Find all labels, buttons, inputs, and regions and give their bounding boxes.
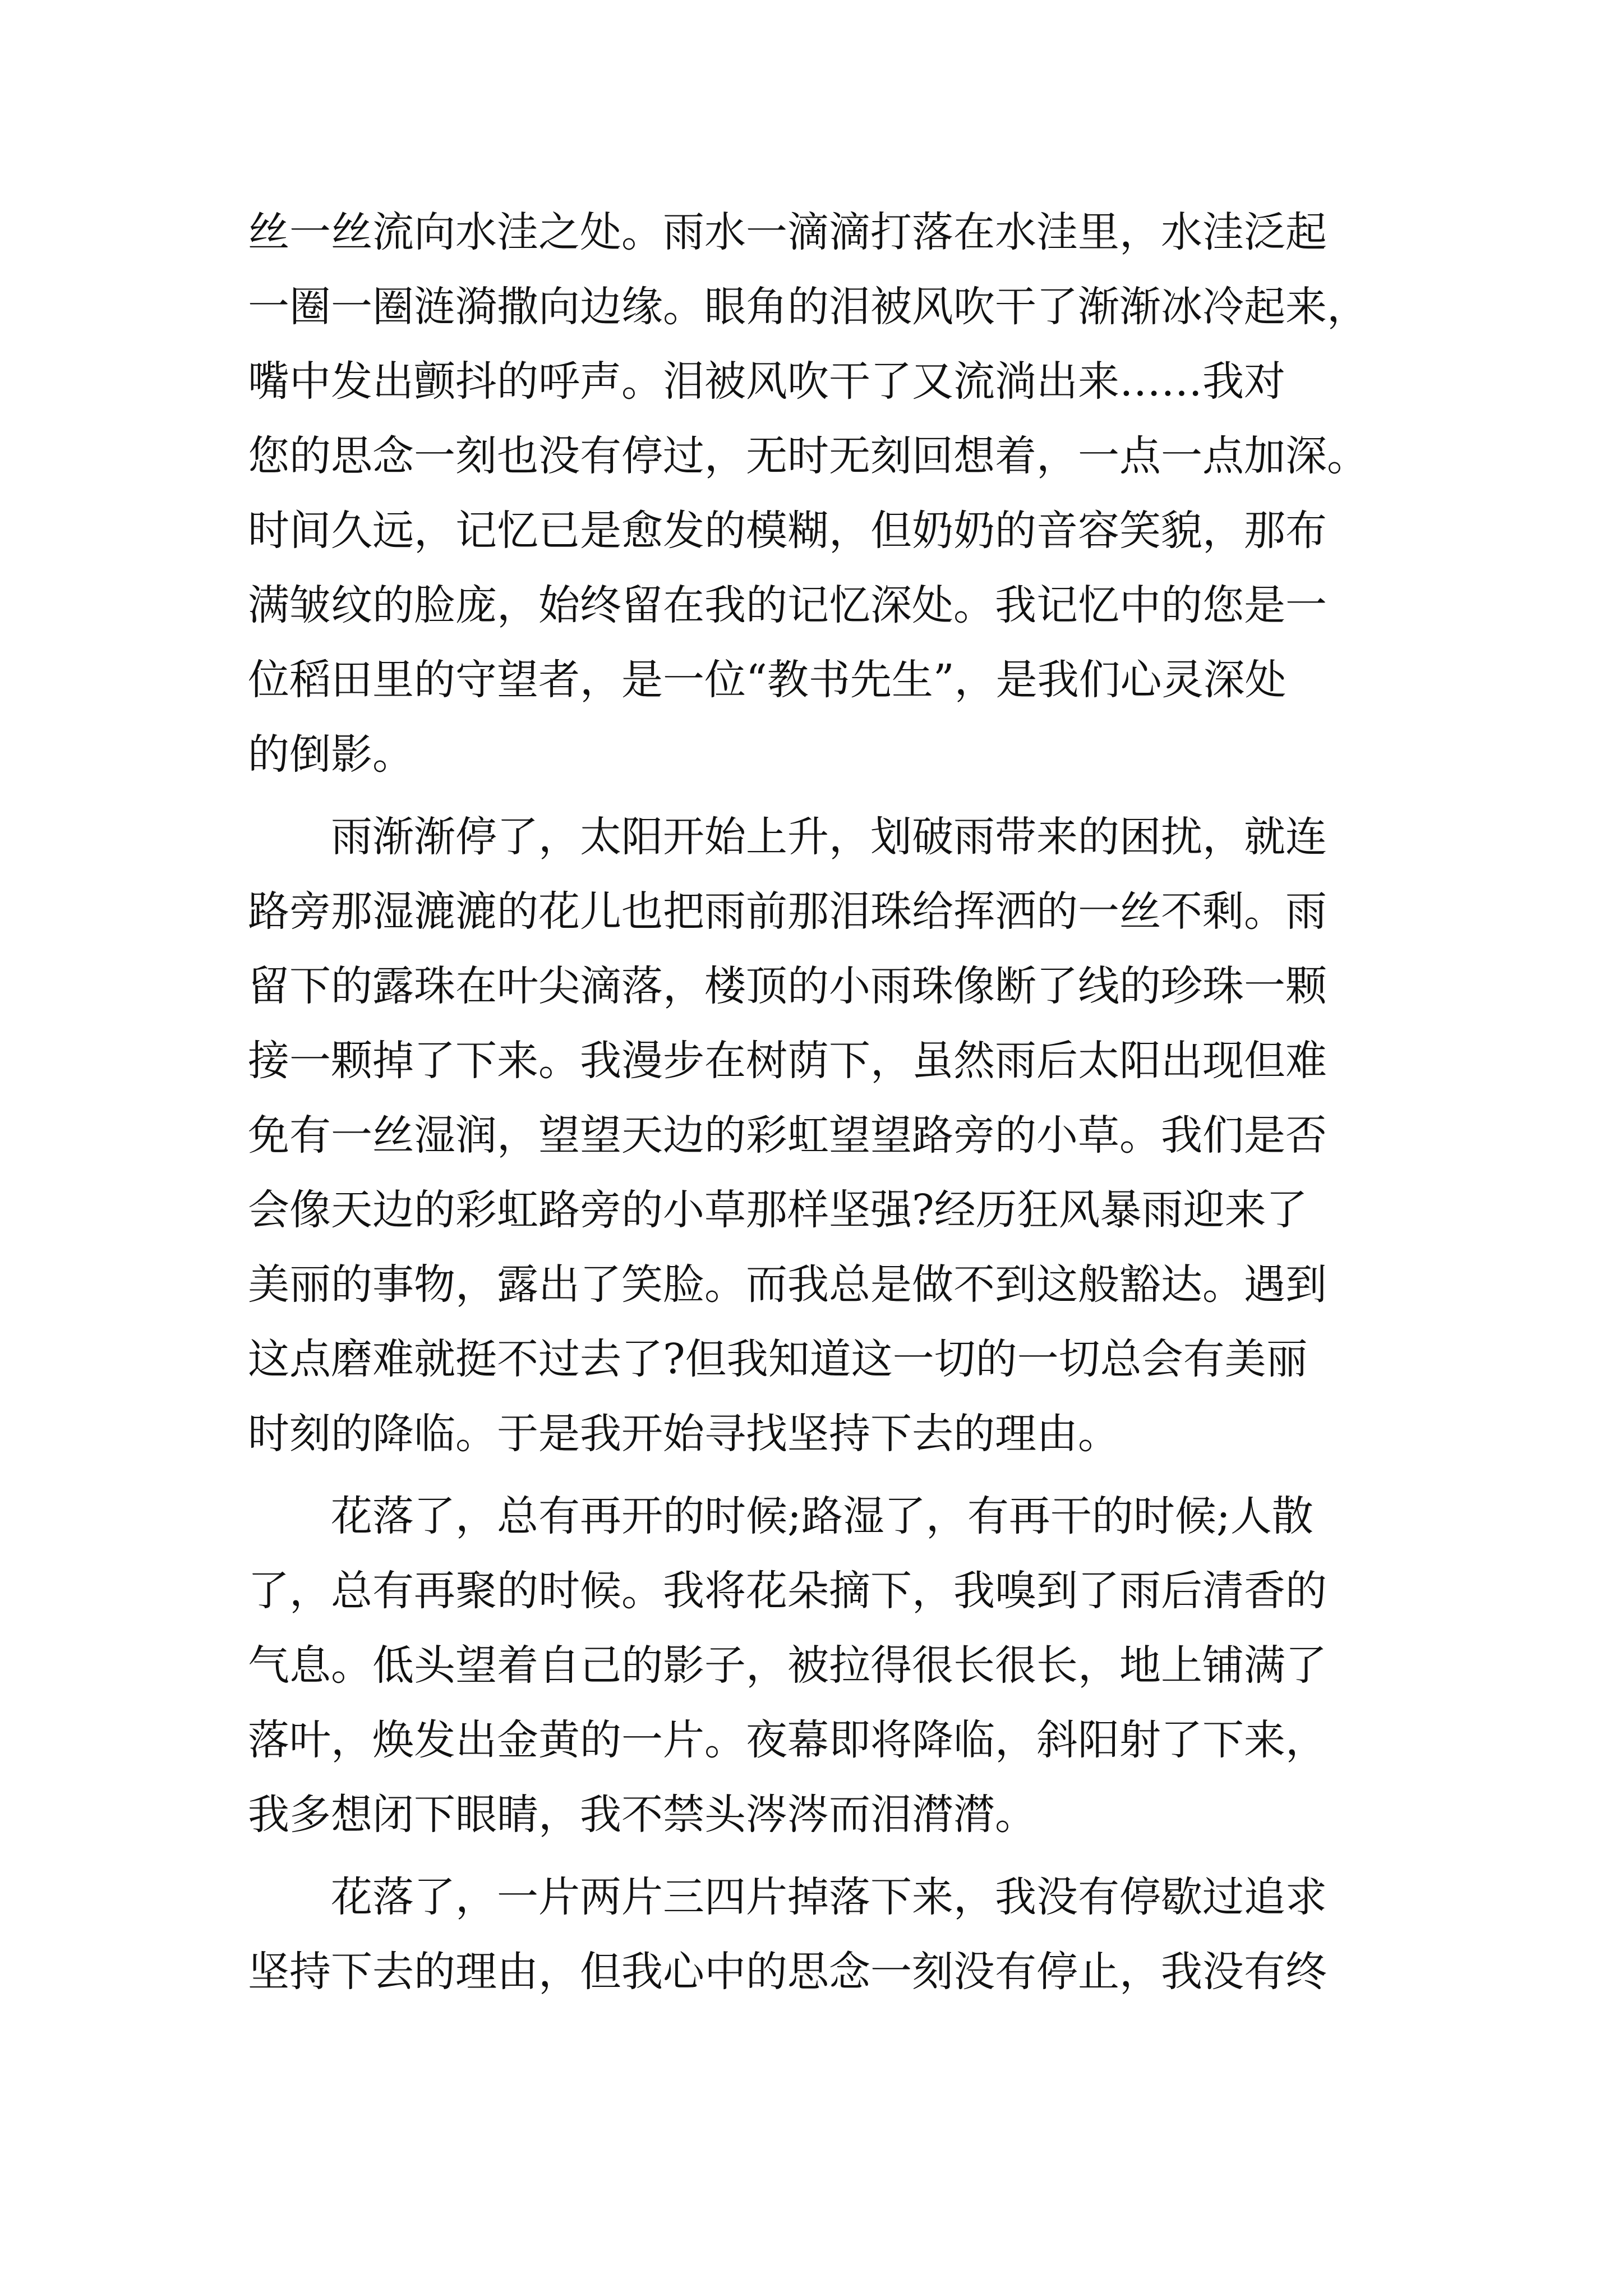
paragraph-1-line-4: 您的思念一刻也没有停过，无时无刻回想着，一点一点加深。	[248, 432, 1368, 480]
paragraph-3-line-4: 落叶，焕发出金黄的一片。夜幕即将降临，斜阳射了下来，	[248, 1716, 1327, 1764]
paragraph-4-line-1: 花落了，一片两片三四片掉落下来，我没有停歇过追求	[331, 1873, 1327, 1921]
paragraph-2-line-2: 路旁那湿漉漉的花儿也把雨前那泪珠给挥洒的一丝不剩。雨	[248, 887, 1327, 936]
paragraph-1-line-1: 丝一丝流向水洼之处。雨水一滴滴打落在水洼里，水洼泛起	[248, 208, 1327, 256]
paragraph-3-line-2: 了，总有再聚的时候。我将花朵摘下，我嗅到了雨后清香的	[248, 1567, 1327, 1615]
paragraph-2-line-9: 时刻的降临。于是我开始寻找坚持下去的理由。	[248, 1410, 1119, 1458]
paragraph-2-line-5: 免有一丝湿润，望望天边的彩虹望望路旁的小草。我们是否	[248, 1111, 1327, 1159]
paragraph-1-line-2: 一圈一圈涟漪撒向边缘。眼角的泪被风吹干了渐渐冰冷起来，	[248, 283, 1368, 331]
paragraph-3-line-1: 花落了，总有再开的时候;路湿了，有再干的时候;人散	[331, 1492, 1313, 1540]
paragraph-2-line-3: 留下的露珠在叶尖滴落，楼顶的小雨珠像断了线的珍珠一颗	[248, 962, 1327, 1010]
paragraph-2-line-7: 美丽的事物，露出了笑脸。而我总是做不到这般豁达。遇到	[248, 1260, 1327, 1309]
paragraph-1-line-7: 位稻田里的守望者，是一位“教书先生”，是我们心灵深处	[248, 656, 1287, 704]
paragraph-1-line-5: 时间久远，记忆已是愈发的模糊，但奶奶的音容笑貌，那布	[248, 507, 1327, 555]
paragraph-3-line-5: 我多想闭下眼睛，我不禁头涔涔而泪潸潸。	[248, 1791, 1036, 1839]
paragraph-2-line-4: 接一颗掉了下来。我漫步在树荫下，虽然雨后太阳出现但难	[248, 1037, 1327, 1085]
paragraph-1-line-3: 嘴中发出颤抖的呼声。泪被风吹干了又流淌出来……我对	[248, 357, 1285, 406]
paragraph-4-line-2: 坚持下去的理由，但我心中的思念一刻没有停止，我没有终	[248, 1948, 1327, 1996]
paragraph-1-line-6: 满皱纹的脸庞，始终留在我的记忆深处。我记忆中的您是一	[248, 581, 1327, 629]
essay-body	[248, 195, 1392, 2009]
paragraph-3-line-3: 气息。低头望着自己的影子，被拉得很长很长，地上铺满了	[248, 1641, 1327, 1690]
paragraph-2-line-1: 雨渐渐停了，太阳开始上升，划破雨带来的困扰，就连	[331, 813, 1327, 861]
paragraph-2-line-6: 会像天边的彩虹路旁的小草那样坚强?经历狂风暴雨迎来了	[248, 1186, 1308, 1234]
paragraph-2-line-8: 这点磨难就挺不过去了?但我知道这一切的一切总会有美丽	[248, 1335, 1308, 1383]
paragraph-1-line-8: 的倒影。	[248, 730, 414, 779]
